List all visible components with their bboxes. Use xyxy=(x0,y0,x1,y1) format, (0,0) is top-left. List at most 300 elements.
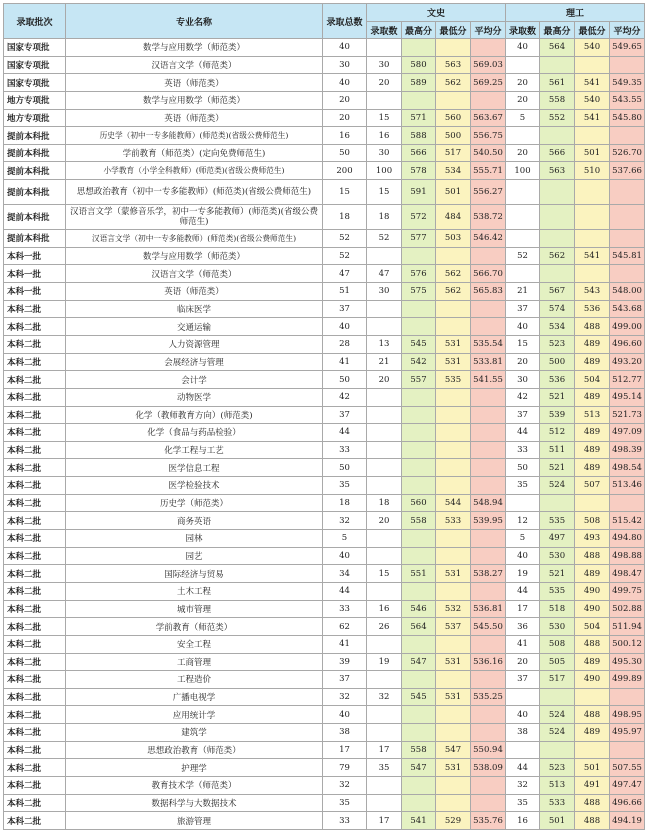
ligong-average-cell: 549.65 xyxy=(610,39,645,57)
ligong-highest-cell: 521 xyxy=(540,565,575,583)
ligong-highest-cell: 535 xyxy=(540,582,575,600)
ligong-highest-cell: 497 xyxy=(540,530,575,548)
total-cell: 20 xyxy=(323,109,367,127)
batch-cell: 国家专项批 xyxy=(4,74,66,92)
total-cell: 44 xyxy=(323,582,367,600)
major-cell xyxy=(66,494,323,512)
table-row xyxy=(4,671,645,689)
ligong-lowest-cell: 489 xyxy=(575,441,610,459)
total-cell: 15 xyxy=(323,180,367,205)
major-cell xyxy=(66,547,323,565)
ligong-highest-cell xyxy=(540,741,575,759)
batch-cell: 本科一批 xyxy=(4,247,66,265)
ligong-average-cell: 543.68 xyxy=(610,300,645,318)
table-row xyxy=(4,653,645,671)
wenshi-admitted-cell: 47 xyxy=(367,265,402,283)
ligong-admitted-cell: 44 xyxy=(506,582,540,600)
wenshi-highest-cell xyxy=(402,776,436,794)
major-name: 城市管理 xyxy=(176,604,211,615)
major-cell xyxy=(66,56,323,74)
total-cell: 52 xyxy=(323,247,367,265)
wenshi-admitted-cell: 26 xyxy=(367,618,402,636)
ligong-highest-cell: 523 xyxy=(540,759,575,777)
wenshi-lowest-cell xyxy=(436,477,471,495)
table-row xyxy=(4,91,645,109)
ligong-highest-cell: 521 xyxy=(540,388,575,406)
wenshi-lowest-cell: 501 xyxy=(436,180,471,205)
batch-cell: 本科一批 xyxy=(4,283,66,301)
batch-cell: 提前本科批 xyxy=(4,180,66,205)
major-name: 历史学（初中一专多能教师）(师范类)(省级公费师范生) xyxy=(99,131,289,141)
total-cell: 35 xyxy=(323,794,367,812)
wenshi-lowest-cell: 503 xyxy=(436,230,471,248)
major-name: 学前教育（师范类）(定向免费师范生) xyxy=(122,149,266,160)
wenshi-admitted-cell xyxy=(367,706,402,724)
wenshi-lowest-cell xyxy=(436,635,471,653)
wenshi-average-cell xyxy=(471,406,506,424)
major-name: 临床医学 xyxy=(176,305,211,315)
major-name: 英语（师范类） xyxy=(164,78,224,89)
ligong-highest-cell: 517 xyxy=(540,671,575,689)
ligong-lowest-cell: 541 xyxy=(575,247,610,265)
wenshi-highest-cell: 542 xyxy=(402,353,436,371)
wenshi-highest-cell xyxy=(402,794,436,812)
ligong-lowest-cell: 541 xyxy=(575,109,610,127)
ligong-lowest-cell: 489 xyxy=(575,459,610,477)
header-wenshi-lowest: 最低分 xyxy=(436,22,471,39)
wenshi-highest-cell: 558 xyxy=(402,741,436,759)
ligong-highest-cell xyxy=(540,205,575,230)
ligong-highest-cell xyxy=(540,688,575,706)
wenshi-highest-cell xyxy=(402,441,436,459)
wenshi-lowest-cell xyxy=(436,39,471,57)
wenshi-average-cell xyxy=(471,706,506,724)
total-cell: 33 xyxy=(323,600,367,618)
wenshi-highest-cell: 566 xyxy=(402,144,436,162)
table-row xyxy=(4,388,645,406)
wenshi-lowest-cell: 500 xyxy=(436,127,471,145)
wenshi-highest-cell xyxy=(402,671,436,689)
total-cell: 37 xyxy=(323,300,367,318)
total-cell: 40 xyxy=(323,547,367,565)
ligong-highest-cell: 521 xyxy=(540,459,575,477)
wenshi-average-cell xyxy=(471,388,506,406)
total-cell: 50 xyxy=(323,459,367,477)
ligong-lowest-cell: 489 xyxy=(575,653,610,671)
wenshi-admitted-cell: 13 xyxy=(367,335,402,353)
batch-cell: 本科二批 xyxy=(4,512,66,530)
major-cell xyxy=(66,424,323,442)
ligong-lowest-cell: 513 xyxy=(575,406,610,424)
header-wenshi-highest: 最高分 xyxy=(402,22,436,39)
wenshi-highest-cell: 589 xyxy=(402,74,436,92)
wenshi-admitted-cell xyxy=(367,247,402,265)
wenshi-highest-cell xyxy=(402,724,436,742)
major-name: 数据科学与大数据技术 xyxy=(151,798,237,809)
ligong-average-cell: 521.73 xyxy=(610,406,645,424)
ligong-admitted-cell: 5 xyxy=(506,530,540,548)
wenshi-highest-cell: 541 xyxy=(402,812,436,830)
ligong-average-cell: 512.77 xyxy=(610,371,645,389)
wenshi-admitted-cell: 17 xyxy=(367,812,402,830)
wenshi-lowest-cell xyxy=(436,459,471,477)
ligong-admitted-cell xyxy=(506,127,540,145)
table-row xyxy=(4,477,645,495)
ligong-highest-cell: 513 xyxy=(540,776,575,794)
major-cell xyxy=(66,39,323,57)
batch-cell: 本科二批 xyxy=(4,688,66,706)
wenshi-lowest-cell: 535 xyxy=(436,371,471,389)
table-row xyxy=(4,741,645,759)
ligong-admitted-cell: 20 xyxy=(506,74,540,92)
wenshi-lowest-cell xyxy=(436,91,471,109)
wenshi-average-cell: 546.42 xyxy=(471,230,506,248)
wenshi-admitted-cell xyxy=(367,39,402,57)
batch-cell: 地方专项批 xyxy=(4,91,66,109)
ligong-admitted-cell: 37 xyxy=(506,671,540,689)
ligong-average-cell: 549.35 xyxy=(610,74,645,92)
ligong-lowest-cell: 504 xyxy=(575,618,610,636)
wenshi-average-cell xyxy=(471,635,506,653)
major-cell xyxy=(66,618,323,636)
ligong-average-cell: 498.88 xyxy=(610,547,645,565)
wenshi-admitted-cell xyxy=(367,388,402,406)
ligong-lowest-cell: 488 xyxy=(575,635,610,653)
ligong-highest-cell: 562 xyxy=(540,247,575,265)
wenshi-lowest-cell xyxy=(436,247,471,265)
wenshi-highest-cell: 560 xyxy=(402,494,436,512)
ligong-average-cell: 526.70 xyxy=(610,144,645,162)
wenshi-highest-cell xyxy=(402,318,436,336)
ligong-lowest-cell: 504 xyxy=(575,371,610,389)
major-name: 工商管理 xyxy=(176,657,211,668)
ligong-admitted-cell: 40 xyxy=(506,706,540,724)
batch-cell: 本科二批 xyxy=(4,494,66,512)
ligong-admitted-cell: 16 xyxy=(506,812,540,830)
ligong-highest-cell: 505 xyxy=(540,653,575,671)
ligong-admitted-cell xyxy=(506,230,540,248)
ligong-lowest-cell: 489 xyxy=(575,353,610,371)
ligong-highest-cell xyxy=(540,56,575,74)
wenshi-lowest-cell: 529 xyxy=(436,812,471,830)
total-cell: 51 xyxy=(323,283,367,301)
wenshi-highest-cell: 591 xyxy=(402,180,436,205)
wenshi-admitted-cell xyxy=(367,300,402,318)
batch-cell: 本科二批 xyxy=(4,653,66,671)
table-row xyxy=(4,230,645,248)
ligong-average-cell: 500.12 xyxy=(610,635,645,653)
wenshi-highest-cell: 547 xyxy=(402,653,436,671)
batch-cell: 本科二批 xyxy=(4,635,66,653)
ligong-admitted-cell: 17 xyxy=(506,600,540,618)
wenshi-highest-cell: 557 xyxy=(402,371,436,389)
major-cell xyxy=(66,353,323,371)
wenshi-lowest-cell xyxy=(436,671,471,689)
ligong-admitted-cell: 40 xyxy=(506,39,540,57)
total-cell: 40 xyxy=(323,74,367,92)
batch-cell: 本科二批 xyxy=(4,812,66,830)
header-ligong-highest: 最高分 xyxy=(540,22,575,39)
wenshi-admitted-cell xyxy=(367,794,402,812)
wenshi-lowest-cell: 484 xyxy=(436,205,471,230)
wenshi-average-cell: 565.83 xyxy=(471,283,506,301)
major-name: 会展经济与管理 xyxy=(164,357,224,368)
wenshi-admitted-cell xyxy=(367,459,402,477)
major-name: 动物医学 xyxy=(176,393,211,404)
wenshi-average-cell: 536.16 xyxy=(471,653,506,671)
major-cell xyxy=(66,318,323,336)
wenshi-average-cell xyxy=(471,318,506,336)
wenshi-admitted-cell xyxy=(367,635,402,653)
ligong-lowest-cell: 501 xyxy=(575,144,610,162)
major-cell xyxy=(66,477,323,495)
ligong-highest-cell: 518 xyxy=(540,600,575,618)
wenshi-average-cell: 541.55 xyxy=(471,371,506,389)
wenshi-lowest-cell: 531 xyxy=(436,353,471,371)
ligong-admitted-cell: 33 xyxy=(506,441,540,459)
major-name: 教育技术学（师范类） xyxy=(151,781,237,792)
batch-cell: 本科一批 xyxy=(4,265,66,283)
major-cell xyxy=(66,247,323,265)
ligong-average-cell xyxy=(610,230,645,248)
table-row xyxy=(4,706,645,724)
batch-cell: 本科二批 xyxy=(4,582,66,600)
batch-cell: 本科二批 xyxy=(4,300,66,318)
table-row xyxy=(4,406,645,424)
ligong-highest-cell: 552 xyxy=(540,109,575,127)
wenshi-admitted-cell: 18 xyxy=(367,205,402,230)
wenshi-average-cell: 550.94 xyxy=(471,741,506,759)
major-name: 土木工程 xyxy=(176,587,211,598)
ligong-highest-cell: 561 xyxy=(540,74,575,92)
wenshi-average-cell: 555.71 xyxy=(471,162,506,180)
ligong-average-cell: 494.80 xyxy=(610,530,645,548)
major-cell xyxy=(66,300,323,318)
total-cell: 28 xyxy=(323,335,367,353)
batch-cell: 本科二批 xyxy=(4,371,66,389)
ligong-admitted-cell: 19 xyxy=(506,565,540,583)
ligong-lowest-cell xyxy=(575,180,610,205)
table-row xyxy=(4,776,645,794)
ligong-highest-cell: 512 xyxy=(540,424,575,442)
wenshi-admitted-cell xyxy=(367,582,402,600)
ligong-average-cell: 499.75 xyxy=(610,582,645,600)
wenshi-lowest-cell: 531 xyxy=(436,335,471,353)
ligong-highest-cell xyxy=(540,265,575,283)
header-wenshi-group: 文史 xyxy=(367,4,506,22)
wenshi-lowest-cell: 544 xyxy=(436,494,471,512)
wenshi-highest-cell xyxy=(402,91,436,109)
total-cell: 5 xyxy=(323,530,367,548)
batch-cell: 本科二批 xyxy=(4,724,66,742)
wenshi-lowest-cell: 517 xyxy=(436,144,471,162)
batch-cell: 本科二批 xyxy=(4,565,66,583)
wenshi-lowest-cell: 531 xyxy=(436,688,471,706)
major-cell xyxy=(66,794,323,812)
wenshi-highest-cell xyxy=(402,547,436,565)
ligong-admitted-cell: 37 xyxy=(506,300,540,318)
ligong-highest-cell xyxy=(540,180,575,205)
wenshi-average-cell: 569.25 xyxy=(471,74,506,92)
total-cell: 30 xyxy=(323,56,367,74)
wenshi-average-cell: 536.81 xyxy=(471,600,506,618)
major-name: 数学与应用数学（师范类） xyxy=(142,96,245,107)
ligong-admitted-cell: 20 xyxy=(506,144,540,162)
total-cell: 50 xyxy=(323,371,367,389)
wenshi-admitted-cell: 15 xyxy=(367,180,402,205)
wenshi-admitted-cell xyxy=(367,91,402,109)
major-cell xyxy=(66,759,323,777)
wenshi-average-cell: 535.76 xyxy=(471,812,506,830)
wenshi-average-cell xyxy=(471,724,506,742)
wenshi-admitted-cell: 16 xyxy=(367,127,402,145)
major-name: 汉语言文学（师范类） xyxy=(151,269,237,280)
total-cell: 16 xyxy=(323,127,367,145)
wenshi-lowest-cell: 534 xyxy=(436,162,471,180)
ligong-lowest-cell: 536 xyxy=(575,300,610,318)
total-cell: 42 xyxy=(323,388,367,406)
major-cell xyxy=(66,406,323,424)
major-cell xyxy=(66,109,323,127)
wenshi-lowest-cell: 531 xyxy=(436,565,471,583)
ligong-admitted-cell: 100 xyxy=(506,162,540,180)
wenshi-lowest-cell: 562 xyxy=(436,74,471,92)
ligong-average-cell xyxy=(610,56,645,74)
batch-cell: 提前本科批 xyxy=(4,205,66,230)
ligong-lowest-cell xyxy=(575,230,610,248)
wenshi-highest-cell: 564 xyxy=(402,618,436,636)
header-total: 录取总数 xyxy=(323,4,367,39)
wenshi-admitted-cell: 17 xyxy=(367,741,402,759)
major-name: 人力资源管理 xyxy=(168,340,220,351)
ligong-lowest-cell: 489 xyxy=(575,424,610,442)
ligong-admitted-cell xyxy=(506,741,540,759)
table-row xyxy=(4,494,645,512)
ligong-lowest-cell: 489 xyxy=(575,724,610,742)
table-row xyxy=(4,74,645,92)
major-cell xyxy=(66,635,323,653)
wenshi-highest-cell: 545 xyxy=(402,688,436,706)
major-cell xyxy=(66,265,323,283)
ligong-highest-cell: 530 xyxy=(540,547,575,565)
ligong-admitted-cell xyxy=(506,494,540,512)
wenshi-average-cell: 548.94 xyxy=(471,494,506,512)
wenshi-highest-cell xyxy=(402,706,436,724)
wenshi-lowest-cell xyxy=(436,776,471,794)
wenshi-admitted-cell: 15 xyxy=(367,109,402,127)
table-row xyxy=(4,618,645,636)
major-name: 英语（师范类） xyxy=(164,113,224,124)
wenshi-admitted-cell: 20 xyxy=(367,74,402,92)
ligong-lowest-cell: 490 xyxy=(575,582,610,600)
wenshi-average-cell xyxy=(471,582,506,600)
ligong-average-cell: 496.66 xyxy=(610,794,645,812)
ligong-admitted-cell: 20 xyxy=(506,653,540,671)
table-row xyxy=(4,353,645,371)
wenshi-lowest-cell xyxy=(436,300,471,318)
total-cell: 79 xyxy=(323,759,367,777)
major-cell xyxy=(66,144,323,162)
table-row xyxy=(4,247,645,265)
total-cell: 39 xyxy=(323,653,367,671)
ligong-lowest-cell xyxy=(575,688,610,706)
ligong-average-cell xyxy=(610,741,645,759)
major-name: 应用统计学 xyxy=(172,710,216,721)
wenshi-average-cell: 569.03 xyxy=(471,56,506,74)
ligong-highest-cell: 574 xyxy=(540,300,575,318)
batch-cell: 本科二批 xyxy=(4,388,66,406)
wenshi-average-cell: 556.75 xyxy=(471,127,506,145)
ligong-highest-cell: 530 xyxy=(540,618,575,636)
ligong-admitted-cell: 50 xyxy=(506,459,540,477)
major-cell xyxy=(66,388,323,406)
major-name: 会计学 xyxy=(181,375,207,386)
wenshi-admitted-cell xyxy=(367,547,402,565)
ligong-average-cell: 548.00 xyxy=(610,283,645,301)
wenshi-admitted-cell: 20 xyxy=(367,512,402,530)
ligong-average-cell: 497.47 xyxy=(610,776,645,794)
major-cell xyxy=(66,706,323,724)
wenshi-highest-cell: 578 xyxy=(402,162,436,180)
wenshi-average-cell xyxy=(471,459,506,477)
wenshi-lowest-cell xyxy=(436,706,471,724)
ligong-highest-cell: 567 xyxy=(540,283,575,301)
wenshi-lowest-cell xyxy=(436,724,471,742)
table-row xyxy=(4,759,645,777)
table-row xyxy=(4,724,645,742)
wenshi-average-cell xyxy=(471,530,506,548)
table-row xyxy=(4,459,645,477)
major-cell xyxy=(66,180,323,205)
batch-cell: 本科二批 xyxy=(4,618,66,636)
ligong-highest-cell xyxy=(540,494,575,512)
table-row xyxy=(4,794,645,812)
total-cell: 33 xyxy=(323,441,367,459)
major-cell xyxy=(66,688,323,706)
wenshi-average-cell: 539.95 xyxy=(471,512,506,530)
wenshi-lowest-cell: 531 xyxy=(436,759,471,777)
ligong-lowest-cell: 488 xyxy=(575,547,610,565)
total-cell: 47 xyxy=(323,265,367,283)
header-major: 专业名称 xyxy=(66,4,323,39)
batch-cell: 本科二批 xyxy=(4,335,66,353)
ligong-admitted-cell: 35 xyxy=(506,794,540,812)
batch-cell: 提前本科批 xyxy=(4,144,66,162)
major-name: 数学与应用数学（师范类） xyxy=(142,252,245,263)
batch-cell: 本科二批 xyxy=(4,424,66,442)
ligong-average-cell: 502.88 xyxy=(610,600,645,618)
wenshi-highest-cell xyxy=(402,39,436,57)
major-cell xyxy=(66,582,323,600)
table-row xyxy=(4,371,645,389)
ligong-highest-cell: 536 xyxy=(540,371,575,389)
wenshi-lowest-cell xyxy=(436,794,471,812)
table-row xyxy=(4,56,645,74)
ligong-admitted-cell: 44 xyxy=(506,424,540,442)
wenshi-average-cell: 535.54 xyxy=(471,335,506,353)
wenshi-average-cell xyxy=(471,300,506,318)
wenshi-average-cell: 556.27 xyxy=(471,180,506,205)
ligong-average-cell: 537.66 xyxy=(610,162,645,180)
ligong-highest-cell: 508 xyxy=(540,635,575,653)
major-cell xyxy=(66,459,323,477)
ligong-highest-cell: 558 xyxy=(540,91,575,109)
table-row xyxy=(4,205,645,230)
wenshi-highest-cell xyxy=(402,582,436,600)
ligong-highest-cell: 524 xyxy=(540,706,575,724)
table-row xyxy=(4,600,645,618)
wenshi-lowest-cell: 563 xyxy=(436,56,471,74)
